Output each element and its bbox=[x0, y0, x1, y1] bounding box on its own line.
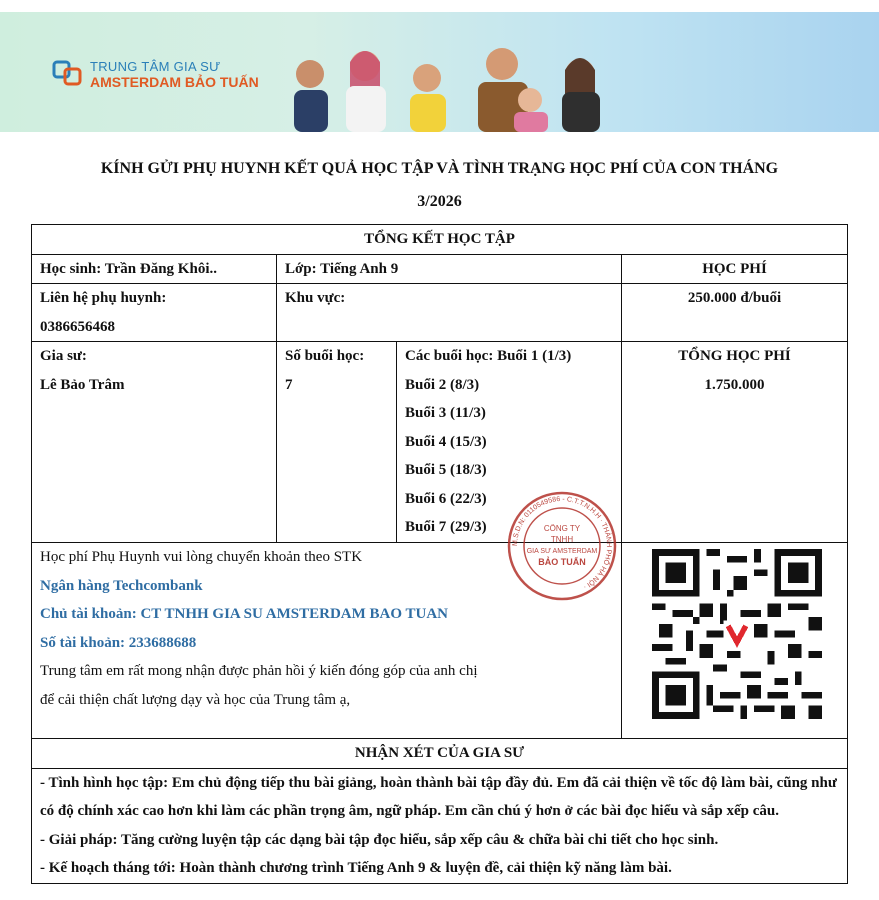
session-item: Buổi 6 (22/3) bbox=[405, 490, 487, 507]
student-name: Học sinh: Trần Đăng Khôi.. bbox=[32, 254, 277, 284]
review-progress: - Tình hình học tập: Em chủ động tiếp thu bài giảng, hoàn thành bài tập đầy đủ. Em đã cải thiện về tốc độ làm bài, cũng như có độ chính xác cao hơn khi làm các phần trọng âm, ngữ pháp. Em cần chú ý hơn ở các bài đọc hiểu và sắp xếp câu. bbox=[40, 774, 837, 819]
brand-name-line1: TRUNG TÂM GIA SƯ bbox=[90, 59, 221, 74]
account-number: Số tài khoản: 233688688 bbox=[40, 634, 197, 651]
tutor-cell bbox=[32, 342, 277, 543]
area-label: Khu vực: bbox=[277, 284, 622, 342]
brand-logo-icon bbox=[52, 59, 84, 87]
bank-name: Ngân hàng Techcombank bbox=[40, 577, 203, 594]
svg-text:CÔNG TY: CÔNG TY bbox=[543, 524, 581, 533]
session-item: Các buổi học: Buổi 1 (1/3) bbox=[405, 348, 572, 364]
session-item: Buổi 2 (8/3) bbox=[405, 376, 480, 393]
account-holder: Chủ tài khoản: CT TNHH GIA SU AMSTERDAM BAO TUAN bbox=[40, 606, 449, 622]
qr-code-icon bbox=[652, 548, 822, 720]
sessions-label: Số buổi học: bbox=[285, 348, 365, 364]
header-banner bbox=[0, 12, 879, 132]
parent-phone: 0386656468 bbox=[40, 318, 115, 335]
company-stamp bbox=[503, 491, 621, 601]
parent-contact-label: Liên hệ phụ huynh: bbox=[40, 290, 167, 306]
session-item: Buổi 7 (29/3) bbox=[405, 519, 487, 535]
feedback-text: để cải thiện chất lượng dạy và học của Trung tâm ạ, bbox=[40, 691, 351, 708]
review-cell bbox=[32, 768, 848, 883]
total-fee-label: TỔNG HỌC PHÍ bbox=[678, 348, 791, 364]
class-name: Lớp: Tiếng Anh 9 bbox=[277, 254, 622, 284]
svg-text:GIA SƯ AMSTERDAM: GIA SƯ AMSTERDAM bbox=[526, 548, 598, 555]
report-month: 3/2026 bbox=[417, 193, 462, 210]
tutor-name: Lê Bảo Trâm bbox=[40, 376, 125, 393]
summary-heading: TỔNG KẾT HỌC TẬP bbox=[32, 225, 848, 255]
svg-text:M.S.D.N: 0110549586 - C.T.T.N.: M.S.D.N: 0110549586 - C.T.T.N.H.H · THÀNH PHỐ HÀ NỘI · bbox=[511, 495, 613, 591]
total-fee-value: 1.750.000 bbox=[704, 376, 765, 393]
payment-instruction: Học phí Phụ Huynh vui lòng chuyển khoản theo STK bbox=[40, 549, 363, 565]
tutor-label: Gia sư: bbox=[40, 348, 87, 364]
sessions-count-cell bbox=[277, 342, 397, 543]
report-title: KÍNH GỬI PHỤ HUYNH KẾT QUẢ HỌC TẬP VÀ TÌNH TRẠNG HỌC PHÍ CỦA CON THÁNG bbox=[100, 160, 779, 177]
session-item: Buổi 3 (11/3) bbox=[405, 405, 486, 421]
review-solution: - Giải pháp: Tăng cường luyện tập các dạng bài tập đọc hiểu, sắp xếp câu & chữa bài chi tiết cho học sinh. bbox=[40, 831, 719, 848]
brand-name-line2: AMSTERDAM BẢO TUẤN bbox=[90, 74, 259, 90]
banner-photo bbox=[270, 34, 615, 132]
parent-contact-cell bbox=[32, 284, 277, 342]
review-heading: NHẬN XÉT CỦA GIA SƯ bbox=[32, 739, 848, 769]
svg-text:TNHH: TNHH bbox=[550, 535, 574, 544]
svg-text:BẢO TUẤN: BẢO TUẤN bbox=[538, 557, 586, 567]
feedback-text: Trung tâm em rất mong nhận được phản hồi ý kiến đóng góp của anh chị bbox=[40, 663, 478, 679]
fee-heading: HỌC PHÍ bbox=[622, 254, 848, 284]
fee-per-session: 250.000 đ/buổi bbox=[622, 284, 848, 342]
sessions-count: 7 bbox=[285, 376, 293, 393]
session-item: Buổi 5 (18/3) bbox=[405, 462, 487, 478]
review-plan: - Kế hoạch tháng tới: Hoàn thành chương trình Tiếng Anh 9 & luyện đề, cải thiện kỹ năng làm bài. bbox=[40, 860, 672, 876]
session-item: Buổi 4 (15/3) bbox=[405, 433, 487, 450]
total-fee-cell bbox=[622, 342, 848, 543]
